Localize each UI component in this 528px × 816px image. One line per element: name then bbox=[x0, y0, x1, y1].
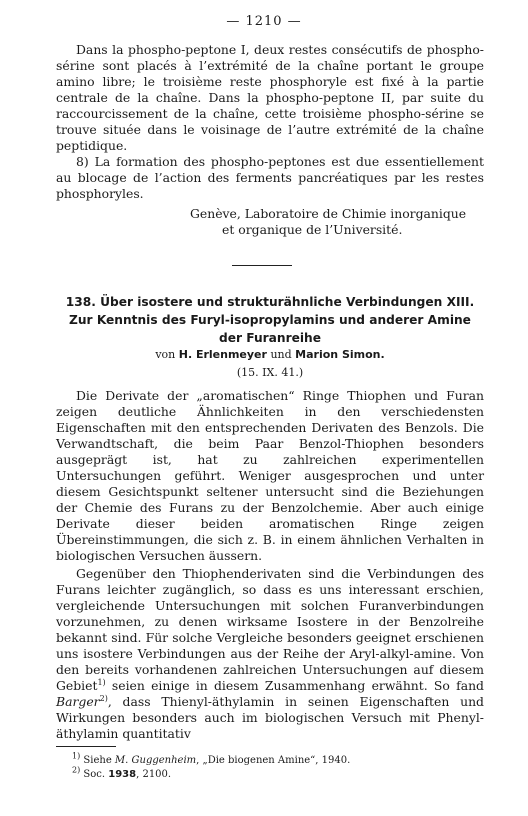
author-1: H. Erlenmeyer bbox=[178, 348, 267, 361]
german-paragraph-2-part-b: seien einige in diesem Zusammenhang erwähnt. So fand bbox=[105, 678, 484, 693]
footnote-1-author: M. Guggenheim bbox=[114, 755, 197, 766]
affiliation-line-2: et organique de l’Université. bbox=[222, 222, 403, 237]
footnote-1-marker: 1) bbox=[72, 751, 81, 761]
footnote-2-post: , 2100. bbox=[136, 769, 172, 780]
french-paragraph-1-block bbox=[56, 42, 484, 154]
article-title-line-3: der Furanreihe bbox=[219, 331, 321, 345]
footnote-1-post: , „Die biogenen Amine“, 1940. bbox=[196, 755, 351, 766]
footnote-2-year: 1938 bbox=[108, 769, 137, 780]
german-paragraph-1-block bbox=[56, 388, 484, 564]
article-authors bbox=[56, 348, 484, 361]
footnote-ref-1[interactable]: 1) bbox=[97, 677, 106, 687]
french-paragraph-1: Dans la phospho-peptone I, deux restes consécutifs de phospho-sérine sont placés à l’extrémité de la chaîne portant le groupe amino libre; le troisième reste phosphoryle est fixé à la partie centrale de la chaîne. Dans la phospho-peptone II, par suite du raccourcissement de la chaîne, cette troisième phospho-sérine se trouve située dans le voisinage de l’autre extrémité de la chaîne peptidique. bbox=[56, 42, 484, 153]
footnote-1-pre: Siehe bbox=[83, 755, 115, 766]
footnote-1 bbox=[72, 751, 351, 767]
french-paragraph-2-block bbox=[56, 154, 484, 202]
cited-author-barger: Barger bbox=[56, 694, 100, 709]
footnote-2-marker: 2) bbox=[72, 765, 81, 775]
section-divider bbox=[232, 265, 292, 266]
german-paragraph-2-part-c: , dass Thienyl-äthylamin in seinen Eigenschaften und Wirkungen besonders auch im biologischen Versuch mit Phenyl-äthylamin quantitativ bbox=[56, 694, 484, 741]
article-title-line-2: Zur Kenntnis des Furyl-isopropylamins und anderer Amine bbox=[69, 313, 471, 327]
authors-joiner: und bbox=[270, 348, 292, 361]
footnote-divider bbox=[56, 746, 116, 747]
article-title-line-1: 138. Über isostere und strukturähnliche Verbindungen XIII. bbox=[65, 295, 475, 309]
footnote-2 bbox=[72, 765, 172, 781]
page-number: — 1210 — bbox=[226, 14, 302, 29]
german-paragraph-1: Die Derivate der „aromatischen“ Ringe Thiophen und Furan zeigen deutliche Ähnlichkeiten in den verschiedensten Eigenschaften mit den entsprechenden Derivaten des Benzols. Die Verwandtschaft, die beim Paar Benzol-Thiophen besonders ausgeprägt ist, hat zu zahlreichen experimentellen Untersuchungen geführt. Weniger ausgesprochen und unter diesem Gesichtspunkt seltener untersucht sind die Beziehungen der Chemie des Furans zu der Benzolchemie. Aber auch einige Derivate dieser beiden aromatischen Ringe zeigen Übereinstimmungen, die sich z. B. in einem ähnlichen Verhalten in biologischen Versuchen äussern. bbox=[56, 388, 484, 563]
german-paragraph-2-part-a: Gegenüber den Thiophenderivaten sind die Verbindungen des Furans leichter zugänglich, so dass es uns interessant erschien, vergleichende Untersuchungen mit solchen Furanverbindungen vorzunehmen, zu denen wirksame Isostere in der Benzolreihe bekannt sind. Für solche Vergleiche besonders geeignet erschienen uns isostere Verbindungen aus der Reihe der Aryl-alkyl-amine. Von den bereits vorhandenen zahlreichen Untersuchungen auf diesem Gebiet bbox=[56, 566, 484, 693]
german-paragraph-2-block bbox=[56, 566, 484, 742]
french-paragraph-2: 8) La formation des phospho-peptones est due essentiellement au blocage de l’action des ferments pancréatiques par les restes phosphoryles. bbox=[56, 154, 484, 201]
authors-prefix: von bbox=[155, 348, 176, 361]
footnote-2-pre: Soc. bbox=[83, 769, 109, 780]
affiliation-line-1: Genève, Laboratoire de Chimie inorganique bbox=[190, 206, 467, 221]
german-paragraph-2 bbox=[56, 566, 484, 742]
footnote-ref-2[interactable]: 2) bbox=[99, 693, 108, 703]
author-2: Marion Simon. bbox=[295, 348, 385, 361]
article-date: (15. IX. 41.) bbox=[236, 366, 304, 379]
